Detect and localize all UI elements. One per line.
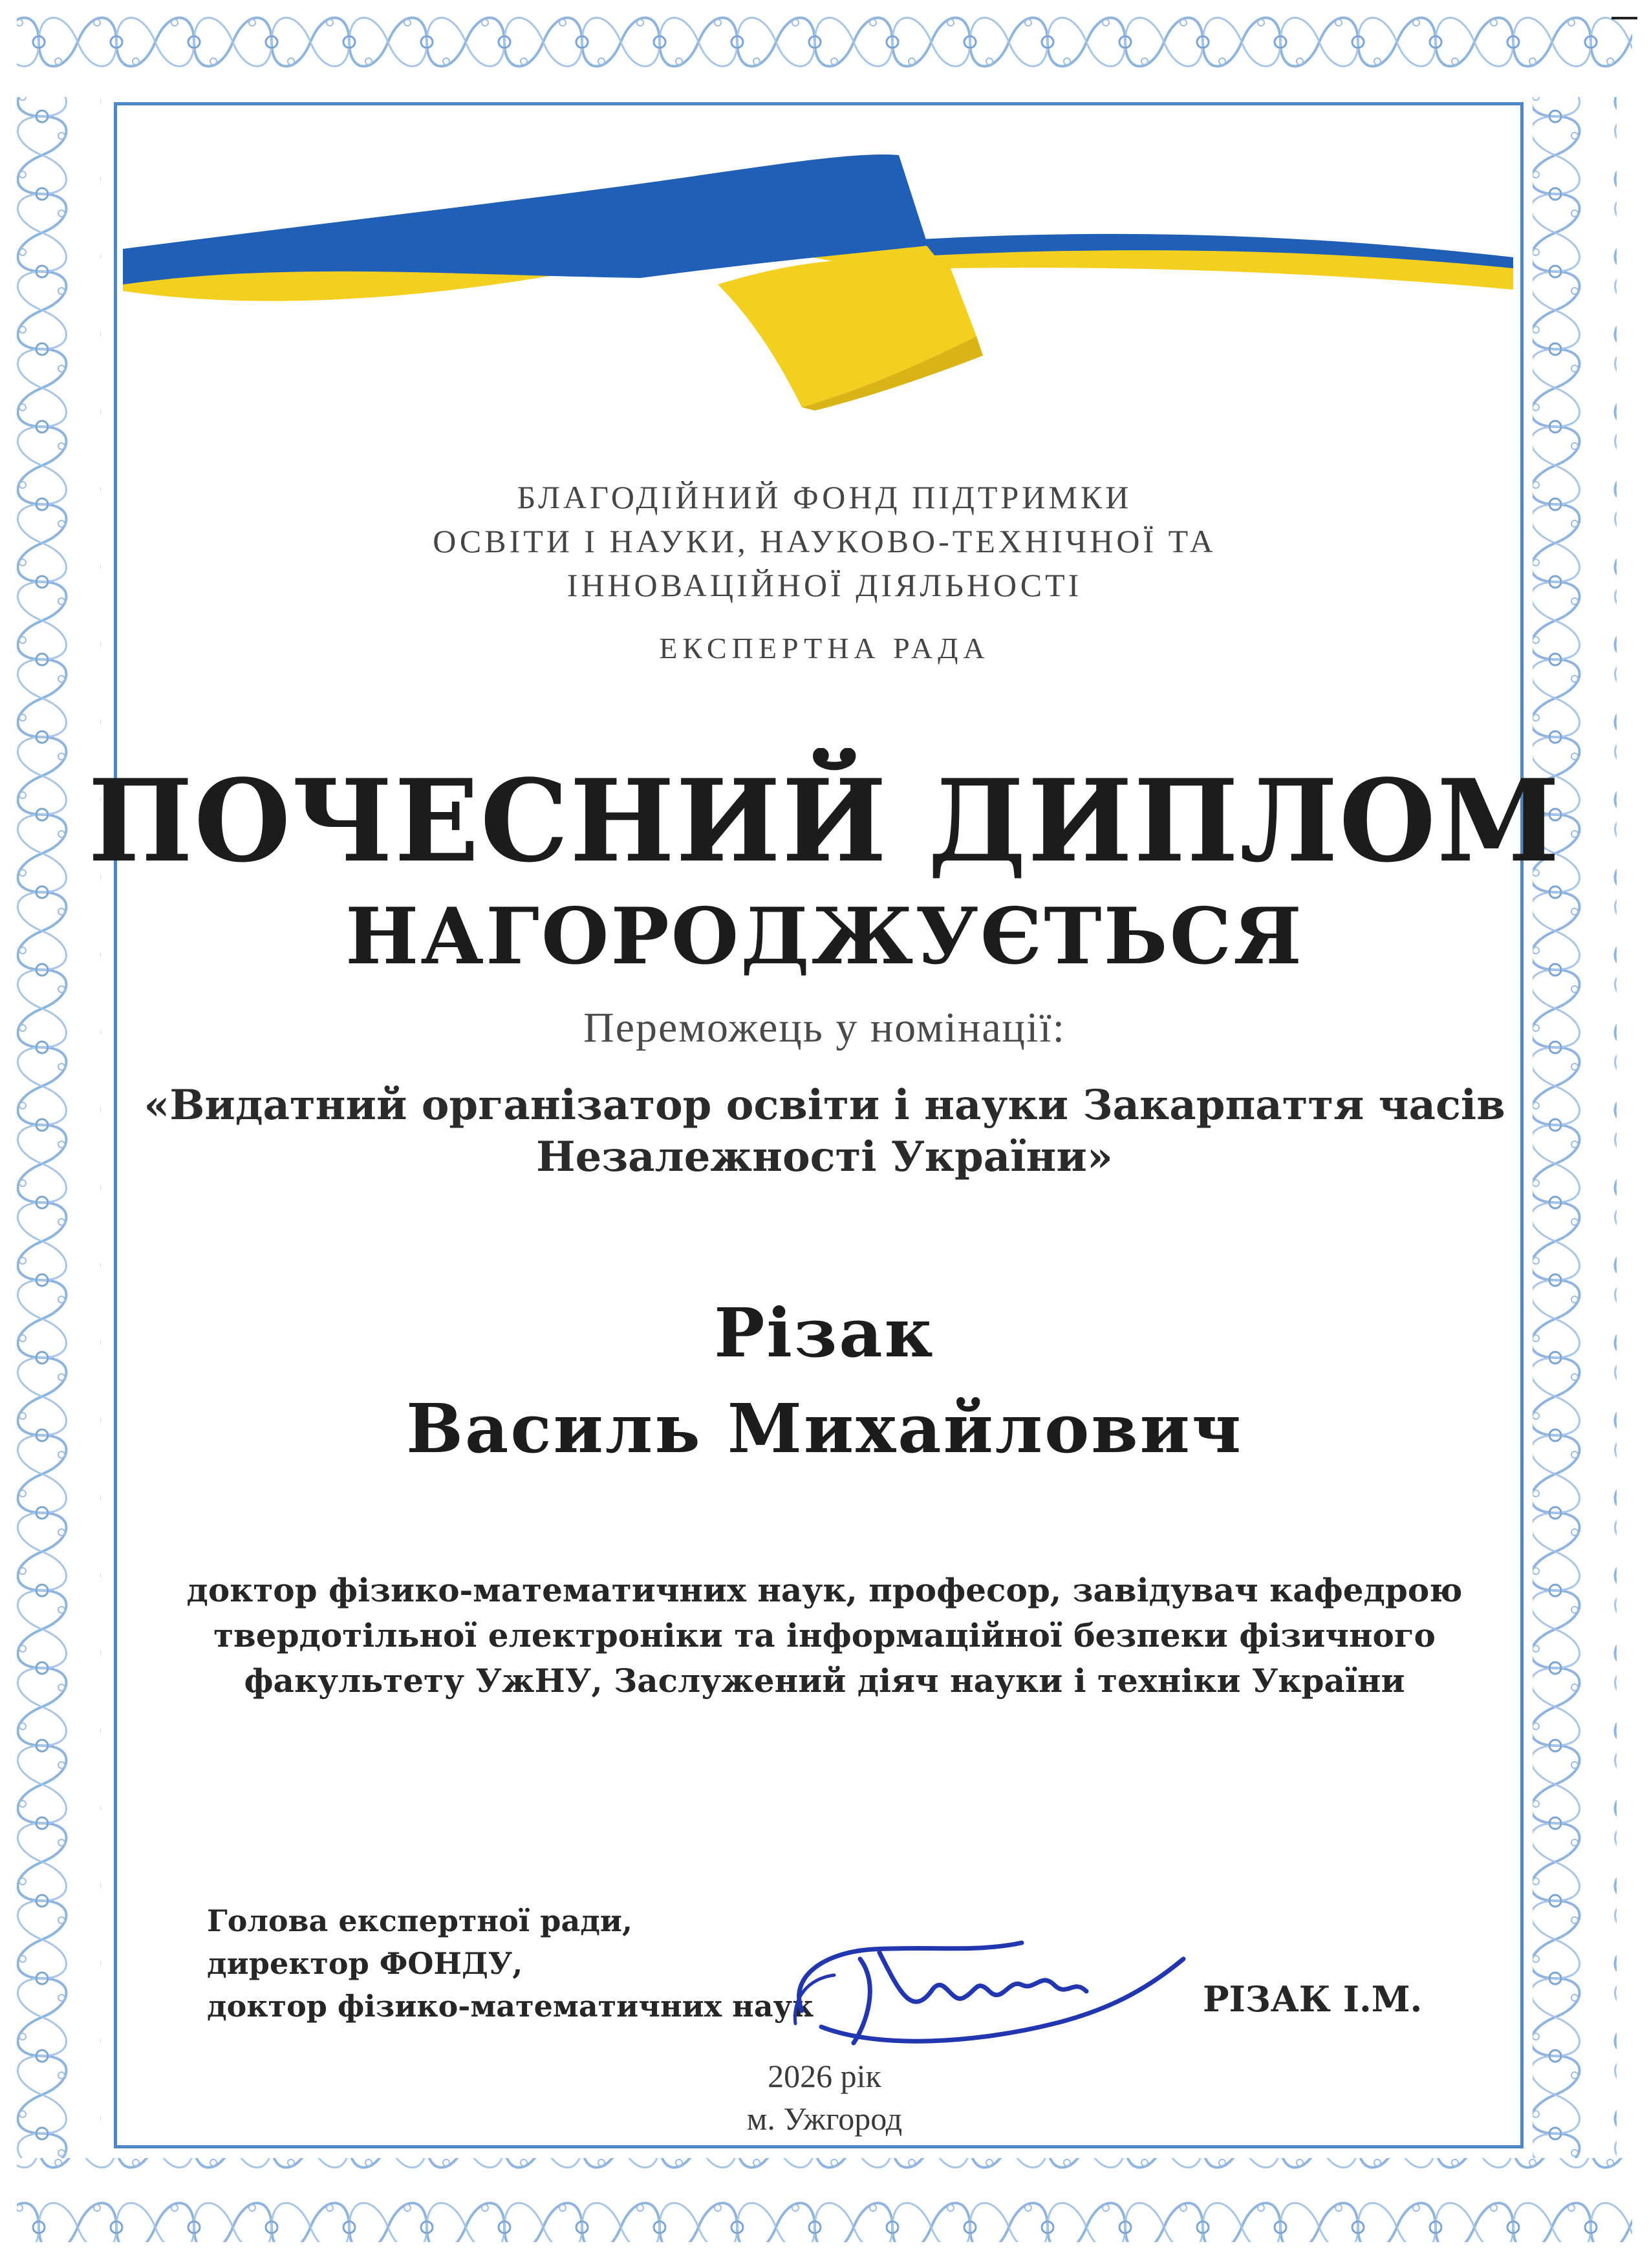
recipient-given-names: Василь Михайлович [406, 1389, 1243, 1468]
issue-city: м. Ужгород [746, 2101, 903, 2137]
nomination-label: Переможець у номінації: [583, 1004, 1066, 1051]
organization-line-2: ОСВІТИ І НАУКИ, НАУКОВО-ТЕХНІЧНОЇ ТА [433, 523, 1216, 559]
flag-ribbon [123, 142, 1513, 414]
signatory-name: РІЗАК І.М. [1203, 1978, 1423, 2020]
recipient-surname: Різак [714, 1293, 935, 1373]
recipient-description-line-2: твердотільної електроніки та інформаційної безпеки фізичного [213, 1616, 1436, 1654]
nomination-line-2: Незалежності України» [536, 1133, 1113, 1181]
signatory-line-3: доктор фізико-математичних наук [207, 1989, 814, 2024]
organization-line-1: БЛАГОДІЙНИЙ ФОНД ПІДТРИМКИ [517, 479, 1132, 515]
issue-year: 2026 рік [768, 2058, 881, 2094]
signatory-line-1: Голова експертної ради, [207, 1903, 633, 1938]
organization-line-3: ІННОВАЦІЙНОЇ ДІЯЛЬНОСТІ [566, 567, 1083, 603]
signatory-line-2: директор ФОНДУ, [207, 1946, 523, 1981]
expert-council: ЕКСПЕРТНА РАДА [659, 632, 990, 665]
nomination-line-1: «Видатний організатор освіти і науки Закарпаття часів [144, 1081, 1505, 1129]
recipient-description-line-3: факультету УжНУ, Заслужений діяч науки і техніки України [244, 1662, 1405, 1700]
handwritten-signature [782, 1914, 1196, 2069]
recipient-description-line-1: доктор фізико-математичних наук, професор, завідувач кафедрою [186, 1571, 1463, 1609]
diploma-title: ПОЧЕСНИЙ ДИПЛОМ [88, 755, 1561, 888]
diploma-subtitle: НАГОРОДЖУЄТЬСЯ [345, 891, 1304, 982]
scan-mark [1611, 17, 1637, 19]
